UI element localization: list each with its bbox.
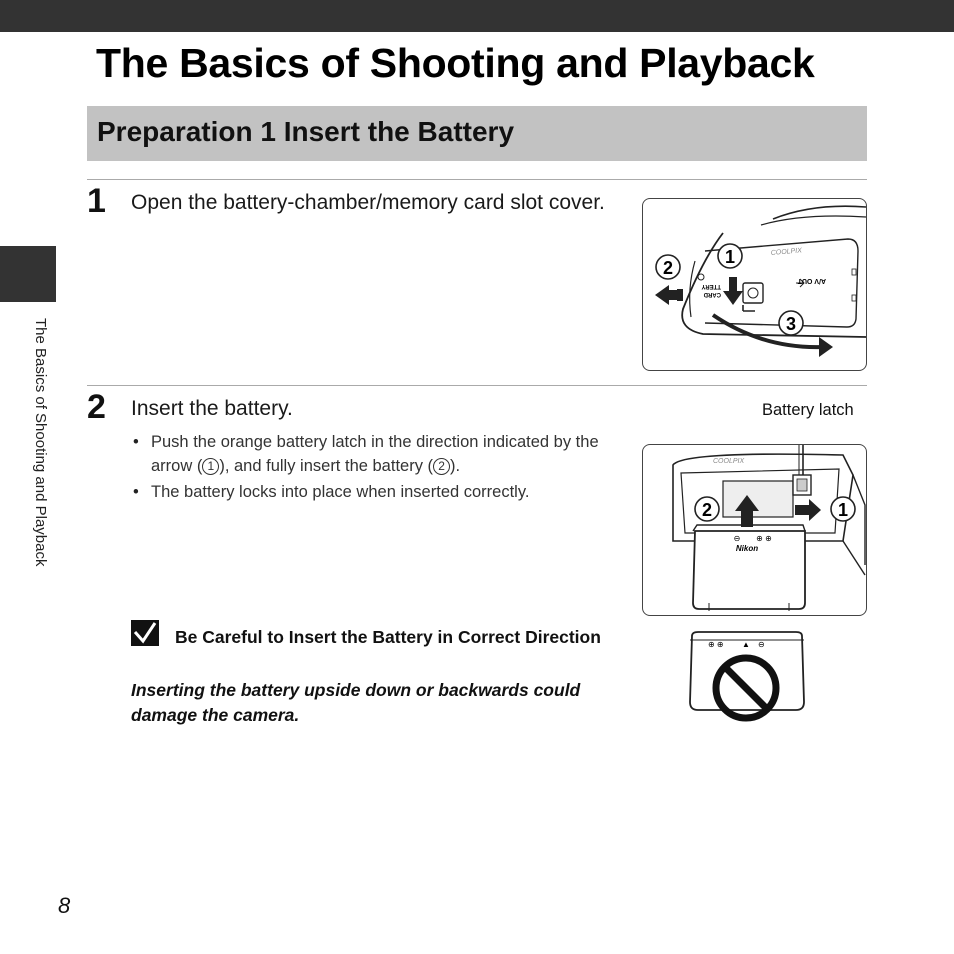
divider: [87, 179, 867, 180]
section-title: Preparation 1 Insert the Battery: [97, 116, 515, 147]
svg-text:▲: ▲: [742, 640, 750, 649]
bullet-item: • The battery locks into place when inserted correctly.: [131, 480, 616, 504]
section-header: [87, 106, 867, 161]
step-2-text: Insert the battery.: [131, 397, 293, 420]
bullet-item: • Push the orange battery latch in the direction indicated by the arrow ( 1 ), and fully insert the battery ( 2 ).: [131, 430, 616, 478]
callout-1: 1: [724, 247, 736, 267]
battery-brand: Nikon: [735, 544, 759, 553]
step-2-number: 2: [87, 388, 106, 426]
chapter-title: The Basics of Shooting and Playback: [96, 40, 815, 86]
card-label: CARD: [703, 291, 721, 297]
step-2-bullets: [131, 430, 616, 506]
callout-1: 1: [837, 500, 849, 520]
figure-open-cover: [642, 198, 867, 371]
caution-body: Inserting the battery upside down or backwards could damage the camera.: [131, 680, 581, 725]
step-1-number: 1: [87, 182, 106, 220]
callout-2: 2: [701, 500, 713, 520]
brand-label: COOLPIX: [770, 247, 803, 257]
chapter-tab: [0, 246, 56, 302]
svg-text:⊕ ⊕: ⊕ ⊕: [708, 640, 724, 649]
callout-3: 3: [785, 314, 797, 334]
battery-insert-illustration: [643, 445, 866, 615]
camera-cover-illustration: [643, 199, 866, 370]
battery-label: TTERY: [701, 283, 721, 289]
svg-text:⊖: ⊖: [758, 640, 765, 649]
sidebar-chapter-label: The Basics of Shooting and Playback: [32, 318, 49, 567]
step-1-text: Open the battery-chamber/memory card slot cover.: [131, 191, 605, 214]
caution-check-icon: [131, 620, 159, 646]
av-out-label: A/V OUT: [797, 277, 826, 284]
callout-2: 2: [662, 258, 674, 278]
caution-title: Be Careful to Insert the Battery in Correct Direction: [175, 627, 601, 647]
svg-text:⊖: ⊖: [733, 534, 741, 543]
divider: [87, 385, 867, 386]
top-bar: [0, 0, 954, 32]
svg-text:⊕ ⊕: ⊕ ⊕: [756, 534, 772, 543]
page-number: 8: [58, 893, 71, 918]
figure-insert-battery: [642, 444, 867, 616]
wrong-direction-illustration: [688, 630, 806, 722]
prohibited-icon: [688, 630, 806, 722]
battery-latch-label: Battery latch: [762, 401, 854, 419]
brand-label: COOLPIX: [713, 458, 745, 465]
